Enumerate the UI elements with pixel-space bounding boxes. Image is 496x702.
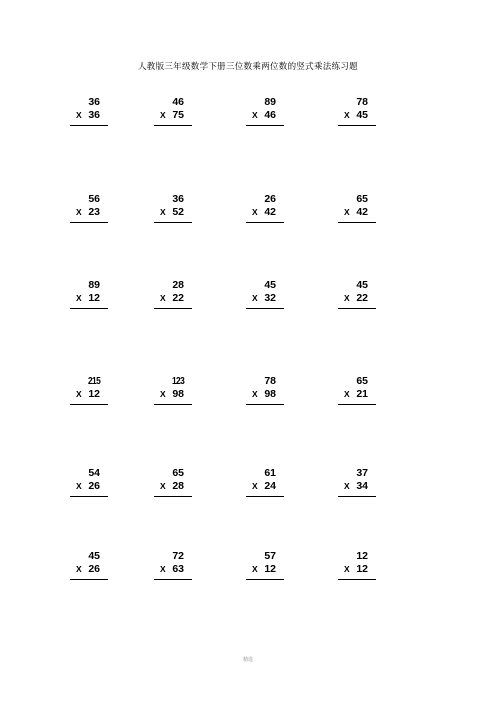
answer-line [154, 579, 192, 580]
multiplicand: 78 [356, 96, 368, 108]
answer-line [154, 308, 192, 309]
answer-line [70, 308, 108, 309]
multiply-sign: X [252, 110, 258, 120]
multiplication-problem [154, 193, 192, 227]
multiply-sign: X [76, 293, 82, 303]
multiplier: 46 [264, 109, 276, 121]
answer-line [338, 125, 376, 126]
multiplication-problem [338, 550, 376, 584]
answer-line [70, 125, 108, 126]
multiplier: 42 [264, 206, 276, 218]
multiplier: 36 [88, 109, 100, 121]
multiplication-problem [70, 550, 108, 584]
multiplication-problem [246, 279, 284, 313]
answer-line [246, 579, 284, 580]
multiplicand: 72 [172, 550, 184, 562]
multiplicand: 78 [264, 375, 276, 387]
multiply-sign: X [344, 110, 350, 120]
multiplier: 12 [356, 563, 368, 575]
multiplier: 22 [172, 292, 184, 304]
multiplier: 21 [356, 388, 368, 400]
multiplier: 22 [356, 292, 368, 304]
multiplicand: 46 [172, 96, 184, 108]
answer-line [70, 222, 108, 223]
multiplicand: 26 [264, 193, 276, 205]
multiplicand: 56 [88, 193, 100, 205]
multiplication-problem [70, 279, 108, 313]
answer-line [246, 496, 284, 497]
multiply-sign: X [344, 207, 350, 217]
multiplier: 32 [264, 292, 276, 304]
multiply-sign: X [160, 389, 166, 399]
multiplicand: 89 [264, 96, 276, 108]
multiplication-problem [154, 96, 192, 130]
multiplicand: 65 [356, 375, 368, 387]
multiply-sign: X [76, 564, 82, 574]
multiplier: 24 [264, 480, 276, 492]
answer-line [246, 404, 284, 405]
multiply-sign: X [76, 207, 82, 217]
multiplier: 42 [356, 206, 368, 218]
multiplier: 12 [264, 563, 276, 575]
multiply-sign: X [76, 110, 82, 120]
multiplication-problem [70, 193, 108, 227]
multiplication-problem [338, 375, 376, 409]
multiply-sign: X [344, 564, 350, 574]
multiplication-problem [338, 279, 376, 313]
multiplication-problem [246, 193, 284, 227]
multiply-sign: X [252, 481, 258, 491]
multiply-sign: X [76, 389, 82, 399]
answer-line [246, 222, 284, 223]
answer-line [338, 579, 376, 580]
answer-line [338, 222, 376, 223]
multiplicand: 45 [356, 279, 368, 291]
multiplier: 26 [88, 480, 100, 492]
answer-line [70, 496, 108, 497]
multiply-sign: X [160, 564, 166, 574]
multiplicand: 28 [172, 279, 184, 291]
multiplication-problem [70, 96, 108, 130]
multiplier: 52 [172, 206, 184, 218]
answer-line [246, 308, 284, 309]
answer-line [70, 404, 108, 405]
multiplicand: 36 [88, 96, 100, 108]
multiplier: 63 [172, 563, 184, 575]
multiplier: 12 [88, 292, 100, 304]
multiplier: 45 [356, 109, 368, 121]
multiply-sign: X [252, 564, 258, 574]
multiplication-problem [338, 467, 376, 501]
multiplicand: 123 [171, 375, 184, 387]
answer-line [246, 125, 284, 126]
multiply-sign: X [252, 293, 258, 303]
answer-line [338, 308, 376, 309]
answer-line [338, 404, 376, 405]
multiplicand: 61 [264, 467, 276, 479]
answer-line [154, 222, 192, 223]
multiply-sign: X [344, 389, 350, 399]
multiplicand: 45 [88, 550, 100, 562]
answer-line [154, 125, 192, 126]
multiplication-problem [154, 550, 192, 584]
multiplicand: 37 [356, 467, 368, 479]
multiply-sign: X [160, 293, 166, 303]
multiplicand: 12 [356, 550, 368, 562]
multiplication-problem [70, 467, 108, 501]
page-title: 人教版三年级数学下册三位数乘两位数的竖式乘法练习题 [137, 61, 358, 71]
multiply-sign: X [160, 110, 166, 120]
answer-line [154, 404, 192, 405]
multiply-sign: X [160, 207, 166, 217]
answer-line [154, 496, 192, 497]
multiplication-problem [338, 193, 376, 227]
multiplicand: 57 [264, 550, 276, 562]
answer-line [338, 496, 376, 497]
multiplication-problem [338, 96, 376, 130]
multiply-sign: X [252, 389, 258, 399]
multiplication-problem [246, 375, 284, 409]
multiply-sign: X [252, 207, 258, 217]
multiplication-problem [246, 550, 284, 584]
multiply-sign: X [76, 481, 82, 491]
multiplication-problem [246, 467, 284, 501]
multiplier: 34 [356, 480, 368, 492]
multiplicand: 215 [87, 375, 100, 387]
multiplier: 26 [88, 563, 100, 575]
multiplicand: 89 [88, 279, 100, 291]
multiplier: 23 [88, 206, 100, 218]
multiplier: 98 [264, 388, 276, 400]
multiplication-problem [154, 467, 192, 501]
multiply-sign: X [344, 481, 350, 491]
multiplication-problem [154, 279, 192, 313]
multiplication-problem [70, 375, 108, 409]
multiplicand: 36 [172, 193, 184, 205]
multiply-sign: X [344, 293, 350, 303]
multiplicand: 65 [172, 467, 184, 479]
answer-line [70, 579, 108, 580]
multiplier: 98 [172, 388, 184, 400]
multiplicand: 65 [356, 193, 368, 205]
multiplier: 12 [88, 388, 100, 400]
multiply-sign: X [160, 481, 166, 491]
multiplication-problem [154, 375, 192, 409]
multiplicand: 45 [264, 279, 276, 291]
multiplier: 28 [172, 480, 184, 492]
multiplication-problem [246, 96, 284, 130]
page-footer: 精选 [242, 658, 253, 663]
multiplicand: 54 [88, 467, 100, 479]
multiplier: 75 [172, 109, 184, 121]
